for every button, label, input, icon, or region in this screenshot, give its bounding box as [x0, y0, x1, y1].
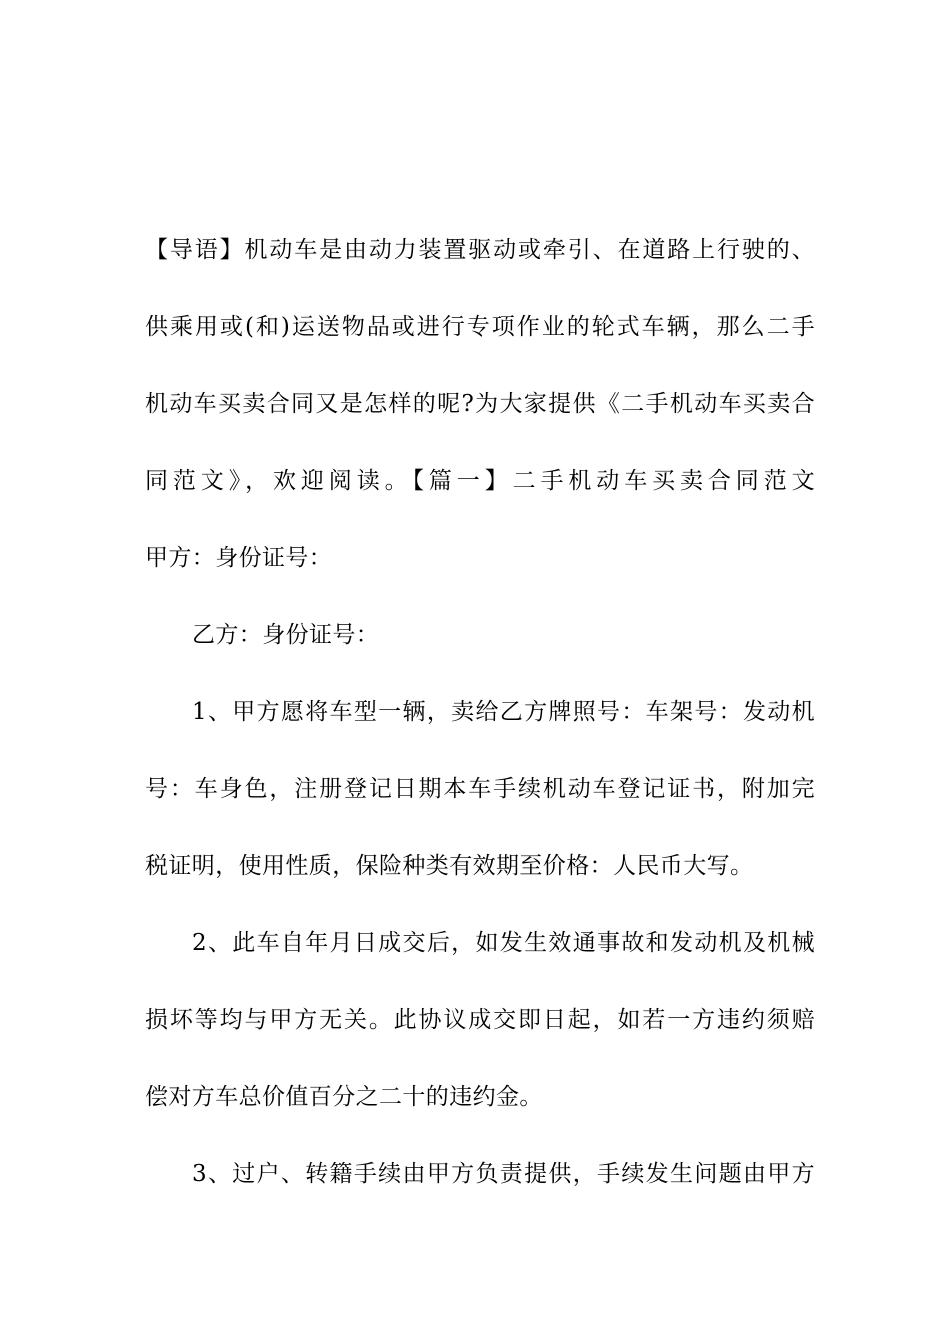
text-line-9: 税证明，使用性质，保险种类有效期至价格：人民币大写。 [145, 853, 754, 879]
text-line-13: 3、过户、转籍手续由甲方负责提供，手续发生问题由甲方 [192, 1161, 815, 1187]
text-line-2: 供乘用或(和)运送物品或进行专项作业的轮式车辆，那么二手 [145, 314, 815, 340]
text-line-8: 号：车身色，注册登记日期本车手续机动车登记证书，附加完 [145, 776, 815, 802]
text-line-10: 2、此车自年月日成交后，如发生效通事故和发动机及机械 [192, 930, 815, 956]
text-line-3: 机动车买卖合同又是怎样的呢?为大家提供《二手机动车买卖合 [145, 391, 815, 417]
text-line-4: 同范文》，欢迎阅读。【篇一】二手机动车买卖合同范文 [145, 468, 815, 494]
text-line-6: 乙方：身份证号： [192, 622, 380, 648]
text-line-1: 【导语】机动车是由动力装置驱动或牵引、在道路上行驶的、 [145, 237, 815, 263]
text-line-11: 损坏等均与甲方无关。此协议成交即日起，如若一方违约须赔 [145, 1007, 815, 1033]
text-line-7: 1、甲方愿将车型一辆，卖给乙方牌照号：车架号：发动机 [192, 699, 815, 725]
text-line-5: 甲方：身份证号： [145, 545, 333, 571]
text-line-12: 偿对方车总价值百分之二十的违约金。 [145, 1084, 543, 1110]
